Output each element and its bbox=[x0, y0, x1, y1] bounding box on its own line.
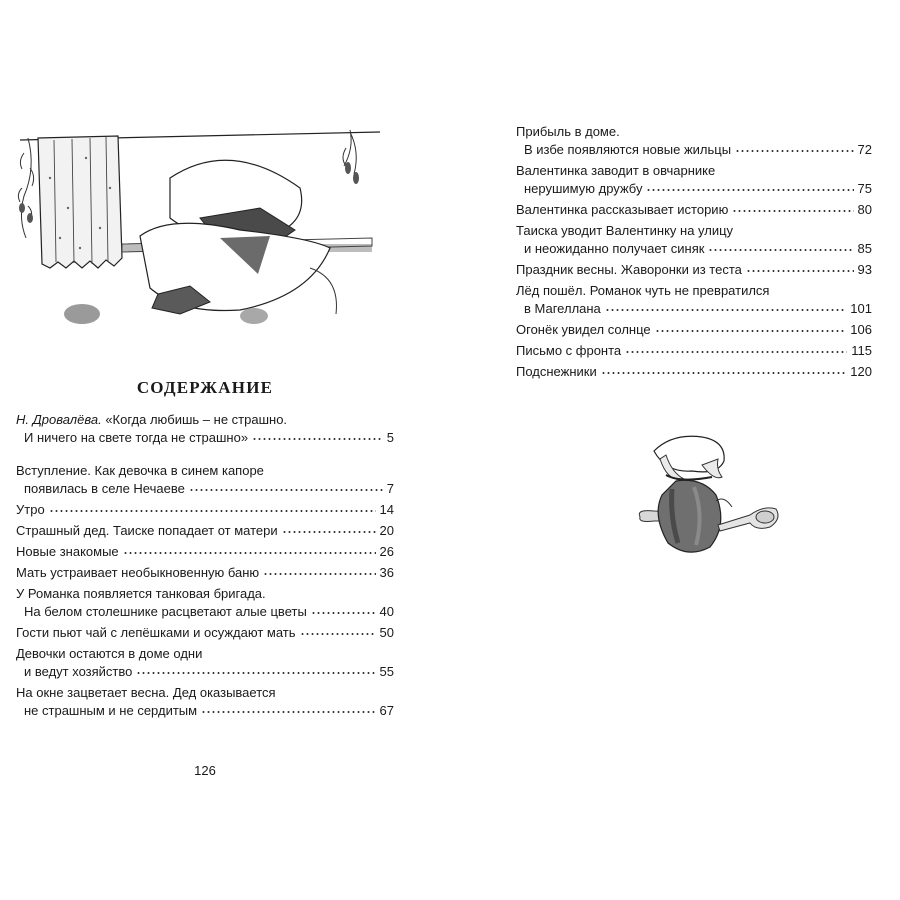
dot-leader bbox=[201, 710, 375, 714]
toc-page-number: 106 bbox=[850, 322, 872, 337]
dot-leader bbox=[136, 671, 375, 675]
toc-entry[interactable] bbox=[16, 543, 394, 561]
toc-entry-text: Валентинка рассказывает историю bbox=[516, 202, 729, 217]
page-number: 126 bbox=[194, 763, 216, 778]
dot-leader bbox=[263, 572, 375, 576]
toc-entry-text: Таиска уводит Валентинку на улицу bbox=[516, 223, 734, 238]
toc-list-left bbox=[16, 411, 394, 723]
toc-entry[interactable] bbox=[516, 342, 872, 360]
toc-page-number: 36 bbox=[379, 565, 394, 580]
toc-entry-text: Подснежники bbox=[516, 364, 597, 379]
toc-entry-text: У Романка появляется танковая бригада. bbox=[16, 586, 266, 601]
toc-entry[interactable] bbox=[16, 522, 394, 540]
toc-entry-text: появилась в селе Нечаеве bbox=[24, 481, 185, 496]
toc-page-number: 40 bbox=[379, 604, 394, 619]
dot-leader bbox=[189, 488, 383, 492]
dot-leader bbox=[655, 329, 847, 333]
toc-entry[interactable] bbox=[516, 201, 872, 219]
jug-and-spoon-illustration bbox=[632, 425, 782, 560]
dot-leader bbox=[746, 269, 854, 273]
toc-page-number: 67 bbox=[379, 703, 394, 718]
toc-entry[interactable] bbox=[16, 501, 394, 519]
dot-leader bbox=[605, 308, 847, 312]
toc-entry-text: Новые знакомые bbox=[16, 544, 119, 559]
toc-entry[interactable] bbox=[16, 624, 394, 642]
clothesline-illustration bbox=[10, 118, 390, 338]
toc-page-number: 7 bbox=[386, 481, 394, 496]
toc-entry-text: Огонёк увидел солнце bbox=[516, 322, 651, 337]
toc-entry-text: Вступление. Как девочка в синем капоре bbox=[16, 463, 264, 478]
toc-page-number: 93 bbox=[857, 262, 872, 277]
toc-entry-text: На окне зацветает весна. Дед оказывается bbox=[16, 685, 276, 700]
dot-leader bbox=[49, 509, 376, 513]
toc-entry-text: и ведут хозяйство bbox=[24, 664, 133, 679]
toc-entry-text: Страшный дед. Таиске попадает от матери bbox=[16, 523, 278, 538]
toc-entry-text: Девочки остаются в доме одни bbox=[16, 646, 203, 661]
dot-leader bbox=[252, 437, 383, 441]
toc-entry[interactable] bbox=[516, 321, 872, 339]
toc-entry-text: В избе появляются новые жильцы bbox=[524, 142, 732, 157]
toc-entry[interactable] bbox=[516, 282, 872, 318]
toc-entry[interactable] bbox=[16, 564, 394, 582]
toc-entry-text: и неожиданно получает синяк bbox=[524, 241, 705, 256]
dot-leader bbox=[282, 530, 376, 534]
toc-entry-text: «Когда любишь – не страшно. bbox=[101, 412, 288, 427]
dot-leader bbox=[735, 149, 853, 153]
dot-leader bbox=[708, 248, 853, 252]
toc-page-number: 26 bbox=[379, 544, 394, 559]
toc-entry-text: Валентинка заводит в овчарнике bbox=[516, 163, 716, 178]
dot-leader bbox=[300, 632, 376, 636]
toc-entry-text: Праздник весны. Жаворонки из теста bbox=[516, 262, 742, 277]
toc-entry[interactable] bbox=[16, 462, 394, 498]
dot-leader bbox=[311, 611, 376, 615]
dot-leader bbox=[625, 350, 847, 354]
toc-page-number: 55 bbox=[379, 664, 394, 679]
toc-list-right bbox=[516, 123, 872, 384]
toc-page-number: 120 bbox=[850, 364, 872, 379]
toc-title: СОДЕРЖАНИЕ bbox=[136, 378, 274, 397]
toc-page-number: 14 bbox=[379, 502, 394, 517]
toc-entry[interactable] bbox=[516, 222, 872, 258]
toc-entry-text: не страшным и не сердитым bbox=[24, 703, 198, 718]
toc-entry[interactable] bbox=[516, 162, 872, 198]
right-page bbox=[450, 0, 900, 900]
dot-leader bbox=[601, 371, 847, 375]
toc-entry-text: Лёд пошёл. Романок чуть не превратился bbox=[516, 283, 770, 298]
dot-leader bbox=[646, 188, 853, 192]
toc-entry[interactable] bbox=[516, 363, 872, 381]
toc-entry[interactable] bbox=[16, 684, 394, 720]
toc-entry[interactable] bbox=[16, 645, 394, 681]
toc-entry-text: нерушимую дружбу bbox=[524, 181, 643, 196]
toc-page-number: 75 bbox=[857, 181, 872, 196]
toc-entry-text: в Магеллана bbox=[524, 301, 601, 316]
toc-entry-text: Прибыль в доме. bbox=[516, 124, 620, 139]
toc-entry-text: Письмо с фронта bbox=[516, 343, 622, 358]
toc-entry[interactable] bbox=[516, 123, 872, 159]
toc-page-number: 50 bbox=[379, 625, 394, 640]
toc-entry-text: Мать устраивает необыкновенную баню bbox=[16, 565, 260, 580]
toc-page-number: 85 bbox=[857, 241, 872, 256]
toc-entry-text: Гости пьют чай с лепёшками и осуждают мать bbox=[16, 625, 296, 640]
toc-entry[interactable] bbox=[16, 585, 394, 621]
toc-page-number: 5 bbox=[386, 430, 394, 445]
toc-entry-text: Утро bbox=[16, 502, 45, 517]
toc-page-number: 72 bbox=[857, 142, 872, 157]
toc-page-number: 101 bbox=[850, 301, 872, 316]
toc-page-number: 20 bbox=[379, 523, 394, 538]
toc-page-number: 80 bbox=[857, 202, 872, 217]
toc-entry-author: Н. Дровалёва. bbox=[16, 412, 102, 427]
toc-entry[interactable] bbox=[16, 411, 394, 447]
dot-leader bbox=[732, 209, 853, 213]
toc-entry-text: И ничего на свете тогда не страшно» bbox=[24, 430, 249, 445]
toc-entry-text: На белом столешнике расцветают алые цветы bbox=[24, 604, 307, 619]
toc-entry[interactable] bbox=[516, 261, 872, 279]
dot-leader bbox=[123, 551, 376, 555]
toc-page-number: 115 bbox=[851, 343, 872, 358]
